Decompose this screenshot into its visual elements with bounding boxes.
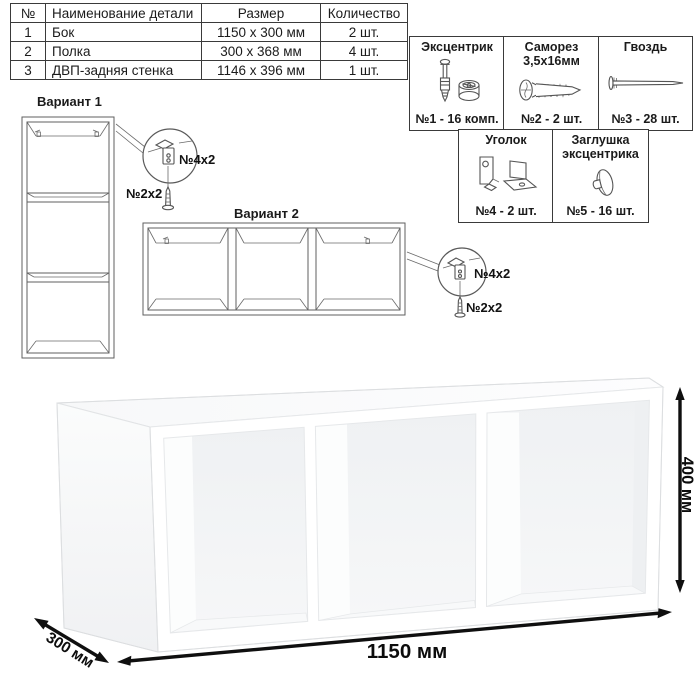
callout-bracket-label: №4х2 <box>179 152 216 167</box>
part-quantity: 2 шт. <box>321 23 408 42</box>
variant2-callout <box>407 248 510 317</box>
legend-item-count: №3 - 28 шт. <box>611 112 680 126</box>
part-name: ДВП-задняя стенка <box>46 61 202 80</box>
variant2-title: Вариант 2 <box>234 206 299 221</box>
table-row <box>11 23 408 42</box>
table-row <box>11 61 408 80</box>
bracket-mark-icon <box>93 130 98 137</box>
legend-item-count: №4 - 2 шт. <box>475 204 537 218</box>
legend-item-title: Саморез 3,5х16мм <box>523 40 580 68</box>
variant2-wireframe <box>143 223 405 315</box>
legend-item-plug <box>552 129 649 223</box>
part-size: 1146 x 396 мм <box>202 61 321 80</box>
legend-item-title: Эксцентрик <box>421 40 493 54</box>
part-quantity: 1 шт. <box>321 61 408 80</box>
part-name: Бок <box>46 23 202 42</box>
part-size: 300 x 368 мм <box>202 42 321 61</box>
shelf-3d-render <box>0 370 700 690</box>
callout-screw-label: №2х2 <box>466 300 503 315</box>
legend-item-title: Заглушка эксцентрика <box>562 133 639 161</box>
part-number: 3 <box>11 61 46 80</box>
legend-item-nail <box>598 36 693 131</box>
callout-bracket-label: №4х2 <box>474 266 511 281</box>
screw-icon <box>504 68 599 112</box>
callout-screw-label: №2х2 <box>126 186 163 201</box>
part-name: Полка <box>46 42 202 61</box>
screw-icon <box>455 297 465 317</box>
col-header-quantity: Количество <box>321 4 408 23</box>
bracket-mark-icon <box>163 237 168 244</box>
height-dimension-label: 400 мм <box>678 456 696 514</box>
part-number: 2 <box>11 42 46 61</box>
table-row <box>11 42 408 61</box>
col-header-number: № <box>11 4 46 23</box>
width-dimension-label: 1150 мм <box>366 640 448 663</box>
corner-bracket-icon <box>459 147 553 204</box>
variant1-title: Вариант 1 <box>37 94 102 109</box>
variant1-callout <box>116 124 215 210</box>
eccentric-cam-icon <box>410 54 504 112</box>
legend-item-screw <box>503 36 600 131</box>
cam-plug-icon <box>553 161 648 204</box>
col-header-size: Размер <box>202 4 321 23</box>
part-size: 1150 x 300 мм <box>202 23 321 42</box>
variant1-wireframe <box>22 117 114 358</box>
legend-item-eccentric <box>409 36 505 131</box>
col-header-part-name: Наименование детали <box>46 4 202 23</box>
variant2-diagram <box>138 202 526 334</box>
legend-item-count: №1 - 16 комп. <box>415 112 499 126</box>
part-quantity: 4 шт. <box>321 42 408 61</box>
parts-table-header-row <box>11 4 408 23</box>
shelf-body <box>57 378 663 652</box>
parts-table <box>10 3 408 80</box>
depth-dimension-label: 300 мм <box>42 629 97 672</box>
legend-item-count: №2 - 2 шт. <box>520 112 583 126</box>
bracket-mark-icon <box>364 237 369 244</box>
legend-item-title: Гвоздь <box>623 40 668 54</box>
part-number: 1 <box>11 23 46 42</box>
legend-item-title: Уголок <box>485 133 527 147</box>
legend-item-count: №5 - 16 шт. <box>566 204 635 218</box>
nail-icon <box>599 54 692 112</box>
